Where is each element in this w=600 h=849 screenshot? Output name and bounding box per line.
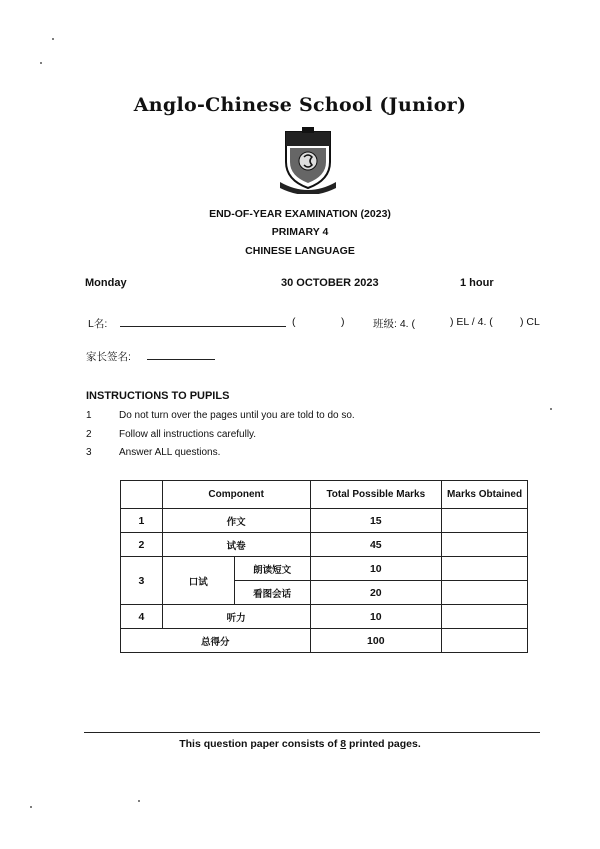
row-component: 口试 bbox=[162, 557, 234, 605]
parent-signature-line[interactable] bbox=[147, 347, 215, 360]
table-row bbox=[121, 509, 528, 533]
scan-speck bbox=[138, 800, 140, 802]
total-value: 100 bbox=[310, 629, 442, 653]
instruction-text: Do not turn over the pages until you are told to do so. bbox=[119, 410, 355, 421]
exam-level: PRIMARY 4 bbox=[271, 226, 329, 238]
instruction-number: 2 bbox=[86, 429, 92, 440]
school-crest-logo bbox=[278, 126, 338, 194]
header-marks-obtained: Marks Obtained bbox=[442, 481, 528, 509]
page-count-suffix: printed pages. bbox=[346, 738, 421, 750]
table-row bbox=[121, 557, 528, 581]
register-paren-close: ) bbox=[341, 316, 345, 328]
register-paren-open: ( bbox=[292, 316, 296, 328]
row-subcomponent: 看图会话 bbox=[234, 581, 310, 605]
instruction-number: 1 bbox=[86, 410, 92, 421]
parent-signature-label: 家长签名: bbox=[86, 351, 131, 363]
row-total: 15 bbox=[310, 509, 442, 533]
page-count-number: 8 bbox=[340, 738, 347, 750]
row-obtained-cell[interactable] bbox=[442, 605, 528, 629]
row-component: 作文 bbox=[162, 509, 310, 533]
scan-speck bbox=[40, 62, 42, 64]
name-label: L名: bbox=[88, 318, 108, 330]
table-total-row bbox=[121, 629, 528, 653]
instructions-heading: INSTRUCTIONS TO PUPILS bbox=[86, 390, 230, 402]
exam-duration: 1 hour bbox=[460, 277, 494, 289]
marks-table bbox=[120, 480, 528, 653]
instruction-item bbox=[86, 410, 355, 421]
scan-speck bbox=[52, 38, 54, 40]
row-number: 4 bbox=[121, 605, 163, 629]
scan-speck bbox=[30, 806, 32, 808]
row-subcomponent: 朗读短文 bbox=[234, 557, 310, 581]
el-class-label: ) EL / 4. ( bbox=[450, 316, 493, 328]
row-number: 2 bbox=[121, 533, 163, 557]
header-number bbox=[121, 481, 163, 509]
row-obtained-cell[interactable] bbox=[442, 557, 528, 581]
row-total: 20 bbox=[310, 581, 442, 605]
instruction-item bbox=[86, 447, 220, 458]
instruction-text: Follow all instructions carefully. bbox=[119, 429, 257, 440]
header-total-marks: Total Possible Marks bbox=[310, 481, 442, 509]
total-obtained-cell[interactable] bbox=[442, 629, 528, 653]
name-field-line[interactable] bbox=[120, 314, 286, 327]
table-header-row bbox=[121, 481, 528, 509]
school-name: Anglo-Chinese School (Junior) bbox=[133, 94, 467, 116]
class-label: 班级: 4. ( bbox=[373, 318, 416, 330]
row-total: 10 bbox=[310, 605, 442, 629]
exam-title: END-OF-YEAR EXAMINATION (2023) bbox=[209, 208, 391, 220]
table-row bbox=[121, 533, 528, 557]
row-component: 听力 bbox=[162, 605, 310, 629]
footer-divider bbox=[84, 732, 540, 733]
row-component: 试卷 bbox=[162, 533, 310, 557]
page-count-prefix: This question paper consists of bbox=[179, 738, 341, 750]
exam-subject: CHINESE LANGUAGE bbox=[245, 245, 355, 257]
row-total: 45 bbox=[310, 533, 442, 557]
header-component: Component bbox=[162, 481, 310, 509]
table-row bbox=[121, 605, 528, 629]
exam-day: Monday bbox=[85, 277, 127, 289]
instruction-number: 3 bbox=[86, 447, 92, 458]
row-obtained-cell[interactable] bbox=[442, 533, 528, 557]
row-obtained-cell[interactable] bbox=[442, 581, 528, 605]
instruction-text: Answer ALL questions. bbox=[119, 447, 221, 458]
cl-class-label: ) CL bbox=[520, 316, 540, 328]
row-total: 10 bbox=[310, 557, 442, 581]
page-count-note bbox=[0, 738, 600, 750]
total-label: 总得分 bbox=[121, 629, 311, 653]
instruction-item bbox=[86, 429, 256, 440]
row-number: 3 bbox=[121, 557, 163, 605]
row-obtained-cell[interactable] bbox=[442, 509, 528, 533]
scan-speck bbox=[550, 408, 552, 410]
row-number: 1 bbox=[121, 509, 163, 533]
exam-date: 30 OCTOBER 2023 bbox=[281, 277, 379, 289]
